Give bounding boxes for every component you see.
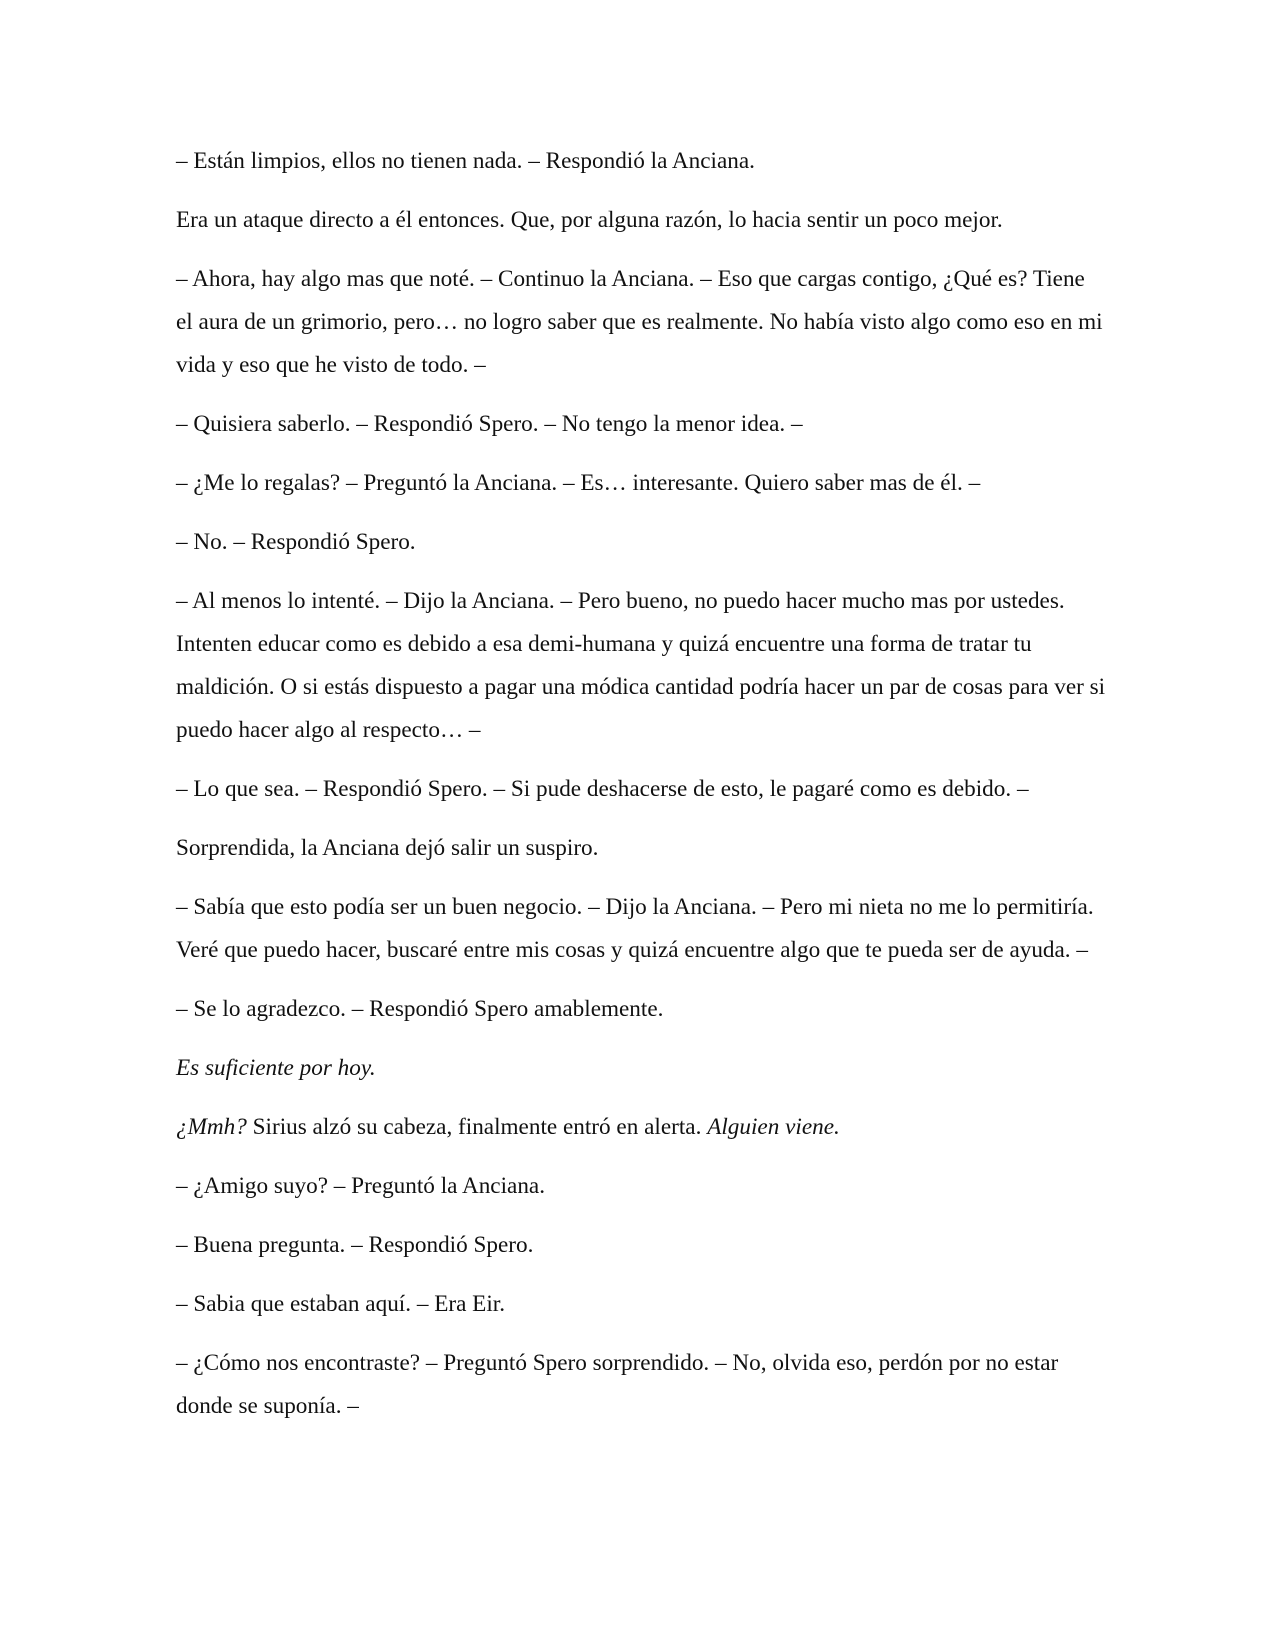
text-segment: – Ahora, hay algo mas que noté. – Continuo la Anciana. – Eso que cargas contigo, ¿Qué es? Tiene el aura de un grimorio, pero… no logro saber que es realmente. No había visto algo como eso en mi vida y eso que he visto de todo. – [176, 266, 1103, 378]
document-body [176, 140, 1106, 1444]
text-segment: – Buena pregunta. – Respondió Spero. [176, 1232, 534, 1258]
text-segment: – ¿Amigo suyo? – Preguntó la Anciana. [176, 1173, 545, 1199]
text-segment: – Se lo agradezco. – Respondió Spero amablemente. [176, 996, 664, 1022]
paragraph [176, 988, 1106, 1031]
paragraph [176, 1224, 1106, 1267]
paragraph [176, 1283, 1106, 1326]
text-segment: – Sabia que estaban aquí. – Era Eir. [176, 1291, 506, 1317]
text-segment: – No. – Respondió Spero. [176, 529, 416, 555]
italic-text-segment: ¿Mmh? [176, 1114, 247, 1140]
paragraph [176, 462, 1106, 505]
text-segment: Sorprendida, la Anciana dejó salir un suspiro. [176, 835, 599, 861]
paragraph [176, 258, 1106, 387]
paragraph [176, 1342, 1106, 1428]
text-segment: – Lo que sea. – Respondió Spero. – Si pude deshacerse de esto, le pagaré como es debido. – [176, 776, 1029, 802]
paragraph [176, 1106, 1106, 1149]
text-segment: – Sabía que esto podía ser un buen negocio. – Dijo la Anciana. – Pero mi nieta no me lo permitiría. Veré que puedo hacer, buscaré entre mis cosas y quizá encuentre algo que te pueda ser de ayuda. – [176, 894, 1094, 963]
paragraph [176, 140, 1106, 183]
paragraph [176, 1047, 1106, 1090]
text-segment: – Quisiera saberlo. – Respondió Spero. – No tengo la menor idea. – [176, 411, 803, 437]
paragraph [176, 768, 1106, 811]
paragraph [176, 886, 1106, 972]
paragraph [176, 521, 1106, 564]
text-segment: Sirius alzó su cabeza, finalmente entró en alerta. [246, 1114, 708, 1140]
text-segment: – Están limpios, ellos no tienen nada. – Respondió la Anciana. [176, 148, 755, 174]
text-segment: – Al menos lo intenté. – Dijo la Anciana. – Pero bueno, no puedo hacer mucho mas por ustedes. Intenten educar como es debido a esa demi-humana y quizá encuentre una forma de tratar tu maldición. O si estás dispuesto a pagar una módica cantidad podría hacer un par de cosas para ver si puedo hacer algo al respecto… – [176, 588, 1106, 743]
paragraph [176, 827, 1106, 870]
text-segment: – ¿Me lo regalas? – Preguntó la Anciana. – Es… interesante. Quiero saber mas de él. – [176, 470, 981, 496]
paragraph [176, 580, 1106, 752]
text-segment: Era un ataque directo a él entonces. Que, por alguna razón, lo hacia sentir un poco mejor. [176, 207, 1003, 233]
paragraph [176, 403, 1106, 446]
italic-text-segment: Alguien viene. [707, 1114, 840, 1140]
paragraph [176, 199, 1106, 242]
text-segment: – ¿Cómo nos encontraste? – Preguntó Spero sorprendido. – No, olvida eso, perdón por no estar donde se suponía. – [176, 1350, 1059, 1419]
paragraph [176, 1165, 1106, 1208]
italic-text-segment: Es suficiente por hoy. [176, 1055, 376, 1081]
